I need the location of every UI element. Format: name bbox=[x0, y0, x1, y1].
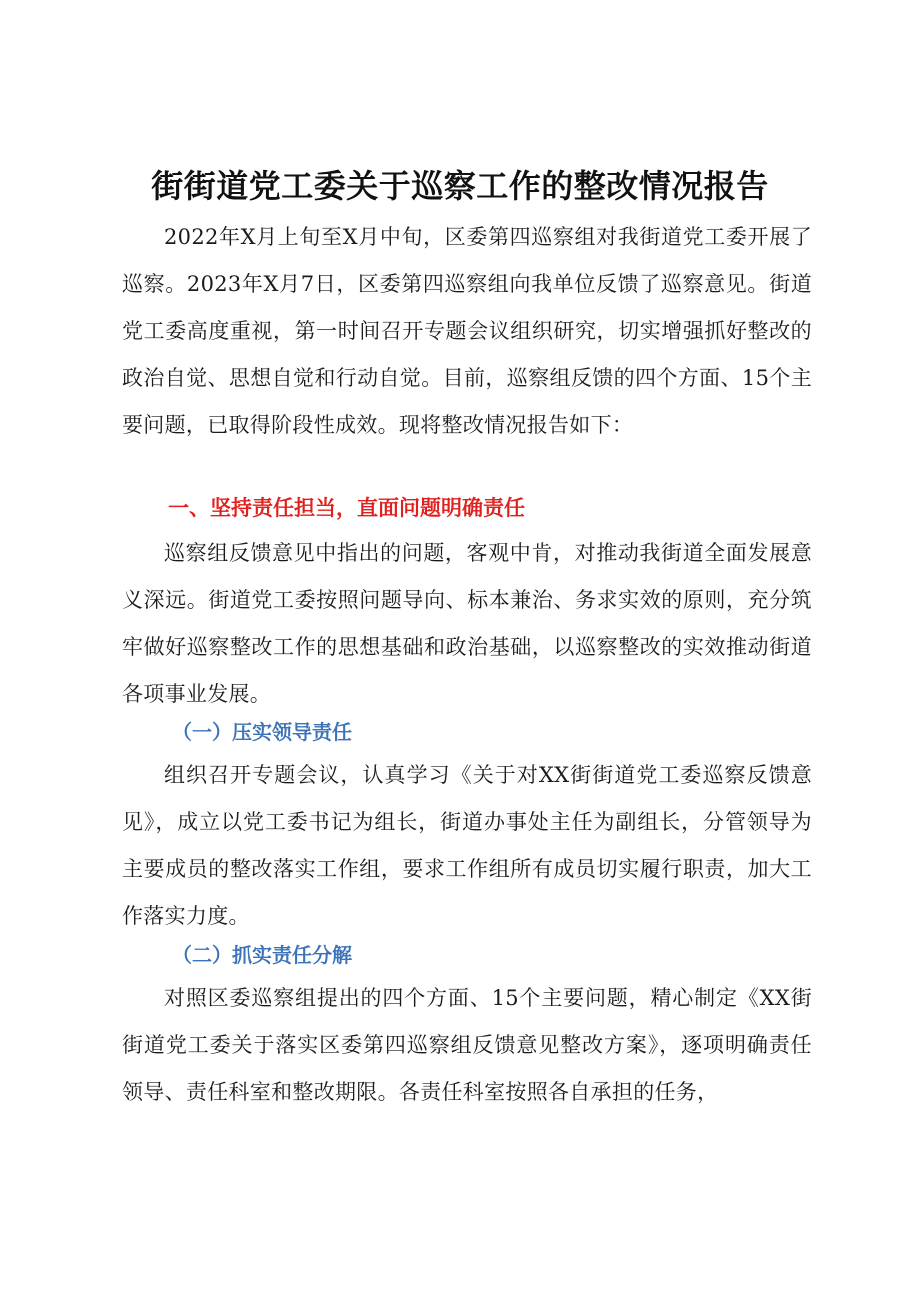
subsection-heading-2: （二）抓实责任分解 bbox=[172, 943, 352, 967]
section-heading-1: 一、坚持责任担当，直面问题明确责任 bbox=[168, 496, 525, 520]
intro-paragraph: 2022年X月上旬至X月中旬，区委第四巡察组对我街道党工委开展了巡察。2023年X月7日，区委第四巡察组向我单位反馈了巡察意见。街道党工委高度重视，第一时间召开专题会议组织研究，切实增强抓好整改的政治自觉、思想自觉和行动自觉。目前，巡察组反馈的四个方面、15个主要问题，已取得阶段性成效。现将整改情况报告如下： bbox=[122, 225, 812, 437]
document-title: 街街道党工委关于巡察工作的整改情况报告 bbox=[151, 167, 769, 205]
subsection-heading-1: （一）压实领导责任 bbox=[172, 720, 352, 744]
subsection-1-paragraph: 组织召开专题会议，认真学习《关于对XX街街道党工委巡察反馈意见》，成立以党工委书记为组长，街道办事处主任为副组长，分管领导为主要成员的整改落实工作组，要求工作组所有成员切实履行职责，加大工作落实力度。 bbox=[122, 763, 812, 928]
section-1-paragraph: 巡察组反馈意见中指出的问题，客观中肯，对推动我街道全面发展意义深远。街道党工委按照问题导向、标本兼治、务求实效的原则，充分筑牢做好巡察整改工作的思想基础和政治基础，以巡察整改的实效推动街道各项事业发展。 bbox=[122, 541, 812, 706]
subsection-2-paragraph: 对照区委巡察组提出的四个方面、15个主要问题，精心制定《XX街街道党工委关于落实区委第四巡察组反馈意见整改方案》，逐项明确责任领导、责任科室和整改期限。各责任科室按照各自承担的任务， bbox=[122, 986, 812, 1104]
